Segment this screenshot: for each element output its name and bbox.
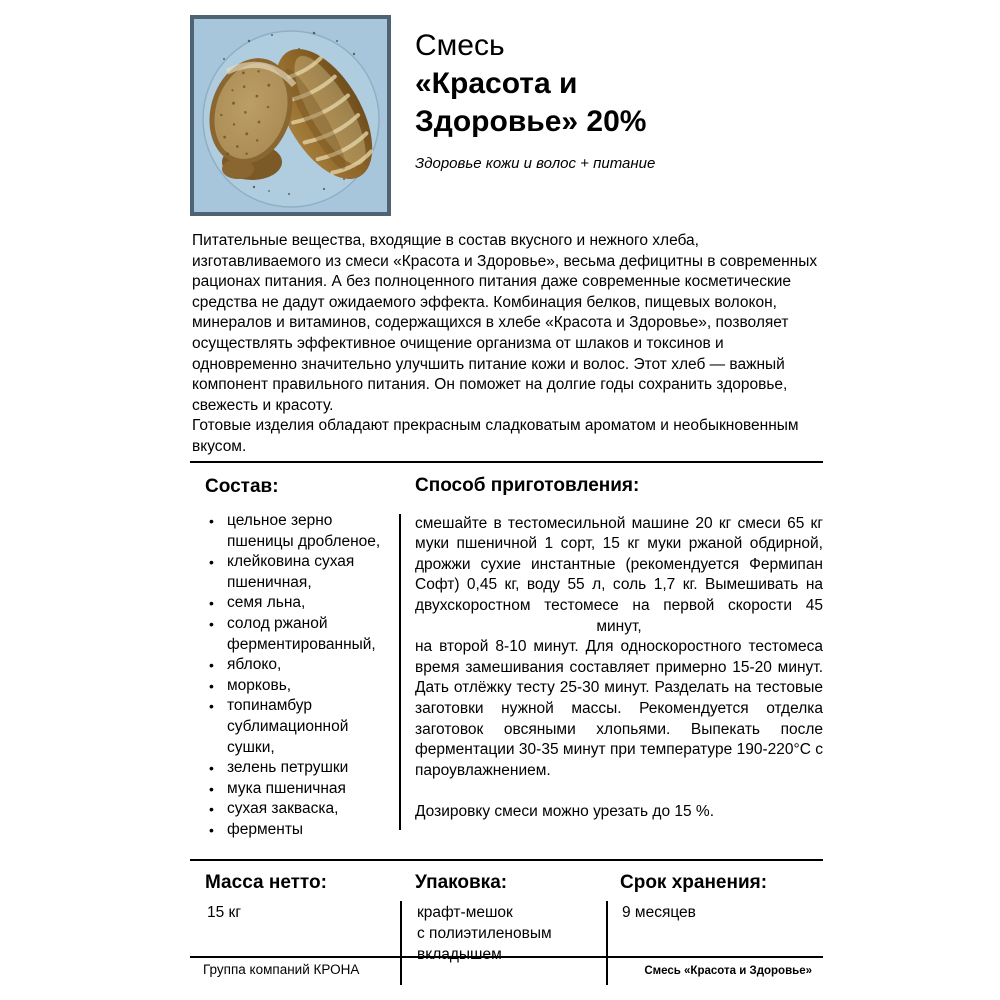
bullet-icon: • bbox=[209, 615, 214, 632]
page-subtitle: Здоровье кожи и волос + питание bbox=[415, 155, 656, 172]
composition-item bbox=[207, 593, 385, 614]
title-block bbox=[415, 27, 823, 172]
method-section bbox=[415, 476, 823, 823]
product-photo bbox=[190, 15, 391, 216]
net-weight-label: Масса нетто: bbox=[205, 872, 327, 893]
composition-item-text: топинамбур сублимационной сушки, bbox=[227, 697, 349, 756]
bullet-icon: • bbox=[209, 780, 214, 797]
composition-heading: Состав: bbox=[205, 476, 279, 497]
column-divider bbox=[399, 514, 401, 830]
composition-item bbox=[207, 655, 385, 676]
section-divider-top bbox=[190, 461, 823, 463]
bullet-icon: • bbox=[209, 513, 214, 529]
composition-item bbox=[207, 511, 385, 552]
composition-item-text: солод ржаной ферментированный, bbox=[227, 614, 376, 653]
footer-company: Группа компаний КРОНА bbox=[203, 962, 360, 977]
composition-item-text: ферменты bbox=[227, 820, 304, 838]
packaging-label: Упаковка: bbox=[415, 872, 508, 893]
method-paragraph-1: смешайте в тестомесильной машине 20 кг смеси 65 кг муки пшеничной 1 сорт, 15 кг муки ржаной обдирной, дрожжи сухие инстантные (рекомендуется Фермипан Софт) 0,45 кг, воду 55 л, соль 1,7 кг. Вымешивать на двухскоростном тестомесе на первой скорости 45 bbox=[415, 514, 823, 614]
composition-item-text: сухая закваска, bbox=[227, 800, 339, 818]
composition-item bbox=[207, 820, 385, 841]
composition-item bbox=[207, 758, 385, 779]
bullet-icon: • bbox=[209, 821, 214, 838]
section-divider-middle bbox=[190, 859, 823, 861]
composition-item bbox=[207, 799, 385, 820]
shelf-life-value: 9 месяцев bbox=[622, 904, 696, 921]
page-title: «Красота и Здоровье» 20% bbox=[415, 67, 647, 138]
shelf-life-label: Срок хранения: bbox=[620, 872, 768, 893]
bullet-icon: • bbox=[209, 657, 214, 674]
packaging-line-1: крафт-мешок bbox=[417, 904, 513, 921]
spec-divider-2 bbox=[606, 901, 608, 985]
packaging-line-2: с полиэтиленовым bbox=[417, 925, 552, 942]
packaging-value bbox=[417, 902, 582, 965]
footer-product-name: Смесь «Красота и Здоровье» bbox=[644, 965, 812, 977]
composition-item bbox=[207, 614, 385, 655]
bullet-icon: • bbox=[209, 677, 214, 694]
composition-item-text: яблоко, bbox=[227, 656, 282, 674]
composition-item-text: морковь, bbox=[227, 676, 292, 694]
composition-item-text: мука пшеничная bbox=[227, 779, 346, 797]
bullet-icon: • bbox=[209, 760, 214, 777]
page-title-prefix: Смесь bbox=[415, 29, 505, 62]
composition-item bbox=[207, 696, 385, 758]
composition-item-text: семя льна, bbox=[227, 594, 306, 612]
intro-text-2: Готовые изделия обладают прекрасным сладковатым ароматом и необыкновенным вкусом. bbox=[192, 417, 799, 455]
bullet-icon: • bbox=[209, 801, 214, 818]
composition-item-text: цельное зерно пшеницы дробленое, bbox=[227, 512, 381, 550]
net-weight-value: 15 кг bbox=[207, 904, 241, 921]
packaging-line-3: вкладышем bbox=[417, 946, 502, 963]
method-dosage-note: Дозировку смеси можно урезать до 15 %. bbox=[415, 803, 715, 821]
bullet-icon: • bbox=[209, 698, 214, 715]
bullet-icon: • bbox=[209, 554, 214, 571]
bread-image bbox=[194, 19, 387, 212]
composition-item bbox=[207, 552, 385, 593]
spec-divider-1 bbox=[400, 901, 402, 985]
method-heading: Способ приготовления: bbox=[415, 475, 640, 496]
composition-item bbox=[207, 676, 385, 697]
method-paragraph-2: на второй 8-10 минут. Для односкоростного тестомеса время замешивания составляет примерно 15-20 минут. Дать отлёжку тесту 25-30 минут. Разделать на тестовые заготовки нужной массы. Рекомендуется отделка заготовок овсяными хлопьями. Выпекать после ферментации 30-35 минут при температуре 190-220°С с пароувлажнением. bbox=[415, 638, 823, 779]
composition-item bbox=[207, 779, 385, 800]
composition-list bbox=[207, 511, 385, 841]
composition-item-text: зелень петрушки bbox=[227, 759, 349, 777]
method-paragraph-1-tail: минут, bbox=[596, 617, 642, 635]
intro-paragraph bbox=[192, 231, 824, 458]
bullet-icon: • bbox=[209, 595, 214, 612]
intro-text-1: Питательные вещества, входящие в состав вкусного и нежного хлеба, изготавливаемого из смеси «Красота и Здоровье», весьма дефицитны в современных рационах питания. А без полноценного питания даже современные косметические средства не дадут ожидаемого эффекта. Комбинация белков, пищевых волокон, минералов и витаминов, содержащихся в хлебе «Красота и Здоровье», позволяет осуществлять эффективное очищение организма от шлаков и токсинов и одновременно значительно улучшить питание кожи и волос. Этот хлеб — важный компонент правильного питания. Он поможет на долгие годы сохранить здоровье, свежесть и красоту. bbox=[192, 232, 818, 414]
composition-item-text: клейковина сухая пшеничная, bbox=[227, 553, 355, 591]
